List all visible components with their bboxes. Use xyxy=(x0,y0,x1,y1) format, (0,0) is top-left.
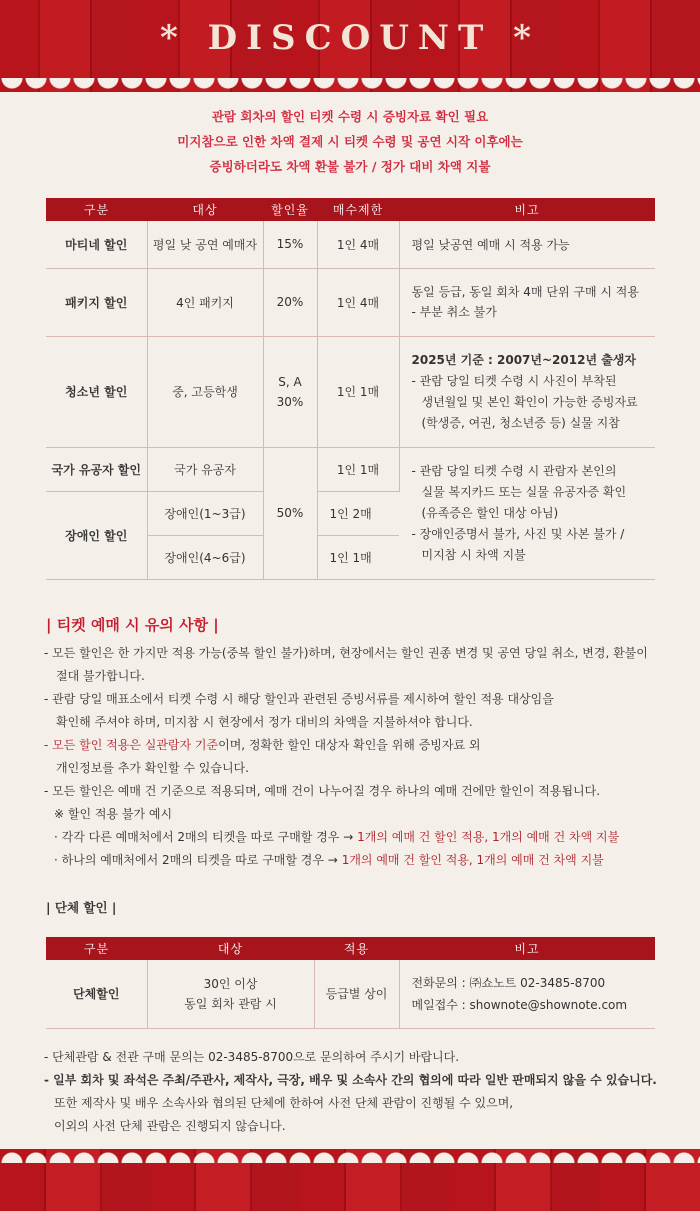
footer-line: 또한 제작사 및 배우 소속사와 협의된 단체에 한하여 사전 단체 관람이 진행될 수 있으며, xyxy=(54,1096,514,1110)
col-header: 구분 xyxy=(46,937,147,960)
cell-target: 평일 낮 공연 예매자 xyxy=(147,221,263,268)
cell-rate: S, A 30% xyxy=(263,336,317,447)
cell-type: 장애인 할인 xyxy=(46,491,147,579)
note-line: - 관람 당일 티켓 수령 시 사진이 부착된 xyxy=(411,373,617,388)
cell-target: 국가 유공자 xyxy=(147,447,263,491)
cell-rate: 15% xyxy=(263,221,317,268)
caution-line xyxy=(44,734,664,757)
page-title: * DISCOUNT * xyxy=(160,18,540,58)
caution-highlight: 1개의 예매 건 할인 적용, 1개의 예매 건 차액 지불 xyxy=(341,853,604,867)
cell-rate: 50% xyxy=(263,447,317,579)
caution-line: 개인정보를 추가 확인할 수 있습니다. xyxy=(56,761,249,775)
caution-list xyxy=(44,642,664,872)
table-row xyxy=(46,447,655,491)
notice-line: 미지참으로 인한 차액 결제 시 티켓 수령 및 공연 시작 이후에는 xyxy=(177,134,523,149)
note-line: (유족증은 할인 대상 아님) xyxy=(421,505,559,520)
caution-line: 절대 불가합니다. xyxy=(56,669,145,683)
target-line: 30인 이상 xyxy=(203,976,258,991)
cell-rate: 20% xyxy=(263,268,317,336)
discount-table xyxy=(46,198,655,580)
col-header: 적용 xyxy=(314,937,399,960)
footer-line: - 일부 회차 및 좌석은 주최/주관사, 제작사, 극장, 배우 및 소속사 간의 협의에 따라 일반 판매되지 않을 수 있습니다. xyxy=(44,1073,657,1087)
caution-line: ※ 할인 적용 불가 예시 xyxy=(54,807,173,821)
caution-highlight: - 모든 할인 적용은 실관람자 기준 xyxy=(44,738,219,752)
col-header: 비고 xyxy=(399,198,655,221)
cell-type: 청소년 할인 xyxy=(46,336,147,447)
cell-limit: 1인 4매 xyxy=(317,268,399,336)
cell-limit: 1인 1매 xyxy=(317,535,399,579)
caution-line: - 관람 당일 매표소에서 티켓 수령 시 해당 할인과 관련된 증빙서류를 제시하여 할인 적용 대상임을 xyxy=(44,692,554,706)
footer-line: - 단체관람 & 전관 구매 문의는 02-3485-8700으로 문의하여 주시기 바랍니다. xyxy=(44,1050,460,1064)
cell-apply: 등급별 상이 xyxy=(314,960,399,1028)
note-line: (학생증, 여권, 청소년증 등) 실물 지참 xyxy=(421,415,620,430)
table-row xyxy=(46,336,655,447)
cell-note: 평일 낮공연 예매 시 적용 가능 xyxy=(399,221,655,268)
notice-line: 관람 회차의 할인 티켓 수령 시 증빙자료 확인 필요 xyxy=(211,109,489,124)
wood-bottom-border xyxy=(0,1149,700,1211)
cell-limit: 1인 1매 xyxy=(317,336,399,447)
cell-target: 장애인(1~3급) xyxy=(147,491,263,535)
caution-text: · 하나의 예매처에서 2매의 티켓을 따로 구매할 경우 → xyxy=(54,853,342,867)
note-line: - 장애인증명서 불가, 사진 및 사본 불가 / xyxy=(411,526,625,541)
note-line: 동일 등급, 동일 회차 4매 단위 구매 시 적용 xyxy=(411,285,639,299)
table-row xyxy=(46,221,655,268)
target-line: 동일 회차 관람 시 xyxy=(184,996,277,1011)
cell-target: 중, 고등학생 xyxy=(147,336,263,447)
note-line: 생년월일 및 본인 확인이 가능한 증빙자료 xyxy=(421,394,638,409)
cell-type: 패키지 할인 xyxy=(46,268,147,336)
caution-line xyxy=(44,849,664,872)
group-title: | 단체 할인 | xyxy=(46,900,117,915)
caution-line xyxy=(44,826,664,849)
col-header: 구분 xyxy=(46,198,147,221)
cell-type: 마티네 할인 xyxy=(46,221,147,268)
cell-limit: 1인 1매 xyxy=(317,447,399,491)
caution-line: - 모든 할인은 한 가지만 적용 가능(중복 할인 불가)하며, 현장에서는 할인 권종 변경 및 공연 당일 취소, 변경, 환불이 xyxy=(44,646,648,660)
caution-text: · 각각 다른 예매처에서 2매의 티켓을 따로 구매할 경우 → xyxy=(54,830,358,844)
cell-target xyxy=(147,960,314,1028)
caution-text: 이며, 정확한 할인 대상자 확인을 위해 증빙자료 외 xyxy=(218,738,481,752)
col-header: 매수제한 xyxy=(317,198,399,221)
footer-line: 이외의 사전 단체 관람은 진행되지 않습니다. xyxy=(54,1119,286,1133)
col-header: 대상 xyxy=(147,198,263,221)
group-table xyxy=(46,937,655,1029)
caution-title: | 티켓 예매 시 유의 사항 | xyxy=(46,616,219,634)
notice xyxy=(0,104,700,179)
notice-line: 증빙하더라도 차액 환불 불가 / 정가 대비 차액 지불 xyxy=(209,159,491,174)
cell-type: 국가 유공자 할인 xyxy=(46,447,147,491)
note-line: 전화문의 : ㈜쇼노트 02-3485-8700 xyxy=(411,975,606,990)
col-header: 비고 xyxy=(399,937,655,960)
cell-limit: 1인 2매 xyxy=(317,491,399,535)
note-line: 미지참 시 차액 지불 xyxy=(421,547,526,562)
note-line: - 부분 취소 불가 xyxy=(411,305,497,319)
cell-note xyxy=(399,447,655,579)
note-line: 2025년 기준 : 2007년~2012년 출생자 xyxy=(411,352,636,367)
footer-notes xyxy=(44,1046,664,1138)
note-line: 실물 복지카드 또는 실물 유공자증 확인 xyxy=(421,484,627,499)
cell-note xyxy=(399,336,655,447)
note-line: - 관람 당일 티켓 수령 시 관람자 본인의 xyxy=(411,463,617,478)
cell-limit: 1인 4매 xyxy=(317,221,399,268)
caution-line: - 모든 할인은 예매 건 기준으로 적용되며, 예매 건이 나누어질 경우 하나의 예매 건에만 할인이 적용됩니다. xyxy=(44,784,601,798)
cell-target: 4인 패키지 xyxy=(147,268,263,336)
cell-note xyxy=(399,960,655,1028)
note-line: 메일접수 : shownote@shownote.com xyxy=(411,997,628,1012)
col-header: 대상 xyxy=(147,937,314,960)
caution-line: 확인해 주셔야 하며, 미지참 시 현장에서 정가 대비의 차액을 지불하셔야 합니다. xyxy=(56,715,473,729)
table-row xyxy=(46,268,655,336)
col-header: 할인율 xyxy=(263,198,317,221)
cell-type: 단체할인 xyxy=(46,960,147,1028)
cell-note xyxy=(399,268,655,336)
caution-highlight: 1개의 예매 건 할인 적용, 1개의 예매 건 차액 지불 xyxy=(357,830,620,844)
cell-target: 장애인(4~6급) xyxy=(147,535,263,579)
table-row xyxy=(46,960,655,1028)
